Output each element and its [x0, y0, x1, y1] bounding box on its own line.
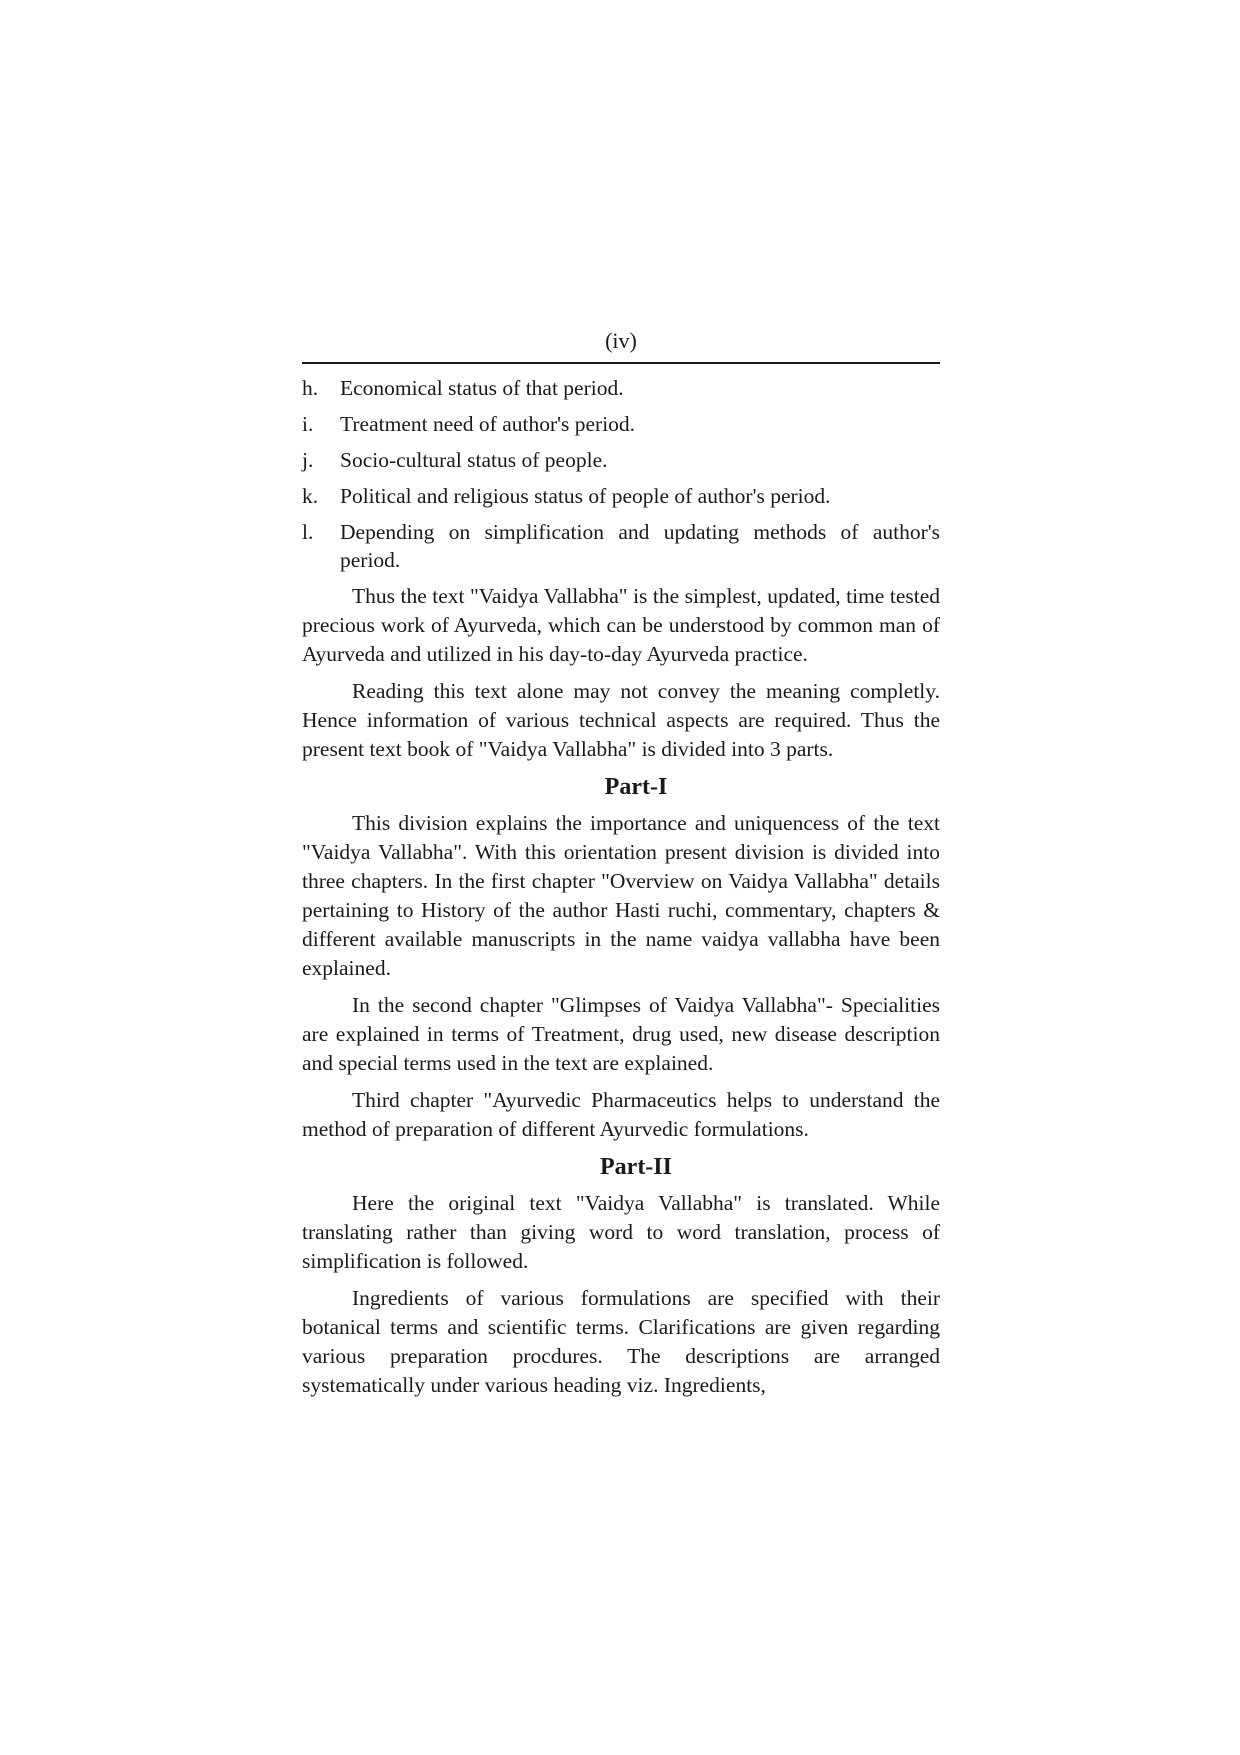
part1-paragraph-1: This division explains the importance and uniquencess of the text "Vaidya Vallabha". With this orientation present division is divided into three chapters. In the first chapter "Overview on Vaidya Vallabha" details pertaining to History of the author Hasti ruchi, commentary, chapters & different available manuscripts in the name vaidya vallabha have been explained. — [302, 811, 940, 980]
part2-paragraph-2: Ingredients of various formulations are specified with their botanical terms and scientific terms. Clarifications are given regarding various preparation procdures. The descriptions are arranged systematically under various heading viz. Ingredients, — [302, 1286, 940, 1397]
criteria-list — [302, 374, 940, 574]
part2-heading: Part-II — [600, 1154, 672, 1180]
part1-paragraph-2: In the second chapter "Glimpses of Vaidya Vallabha"- Specialities are explained in terms of Treatment, drug used, new disease description and special terms used in the text are explained. — [302, 993, 940, 1075]
list-text: Treatment need of author's period. — [340, 412, 636, 436]
list-item — [302, 446, 940, 474]
list-text: Economical status of that period. — [340, 376, 624, 400]
list-marker: i. — [302, 412, 314, 436]
list-marker: j. — [302, 448, 314, 472]
list-item — [302, 410, 940, 438]
list-item — [302, 374, 940, 402]
list-text: Depending on simplification and updating methods of author's period. — [340, 520, 940, 572]
part1-paragraph-3: Third chapter "Ayurvedic Pharmaceutics helps to understand the method of preparation of different Ayurvedic formulations. — [302, 1088, 940, 1141]
intro-paragraph-1: Thus the text "Vaidya Vallabha" is the simplest, updated, time tested precious work of Ayurveda, which can be understood by common man of Ayurveda and utilized in his day-to-day Ayurveda practice. — [302, 584, 940, 666]
list-item — [302, 482, 940, 510]
list-marker: k. — [302, 484, 319, 508]
intro-paragraph-2: Reading this text alone may not convey the meaning completly. Hence information of various technical aspects are required. Thus the present text book of "Vaidya Vallabha" is divided into 3 parts. — [302, 679, 940, 761]
page-number: (iv) — [605, 328, 637, 353]
list-marker: l. — [302, 520, 314, 544]
list-text: Socio-cultural status of people. — [340, 448, 608, 472]
list-item — [302, 518, 940, 574]
part2-paragraph-1: Here the original text "Vaidya Vallabha" is translated. While translating rather than giving word to word translation, process of simplification is followed. — [302, 1191, 940, 1273]
header-rule — [302, 362, 940, 364]
list-text: Political and religious status of people of author's period. — [340, 484, 831, 508]
document-page — [302, 326, 940, 1408]
part1-heading: Part-I — [604, 774, 668, 800]
list-marker: h. — [302, 376, 319, 400]
